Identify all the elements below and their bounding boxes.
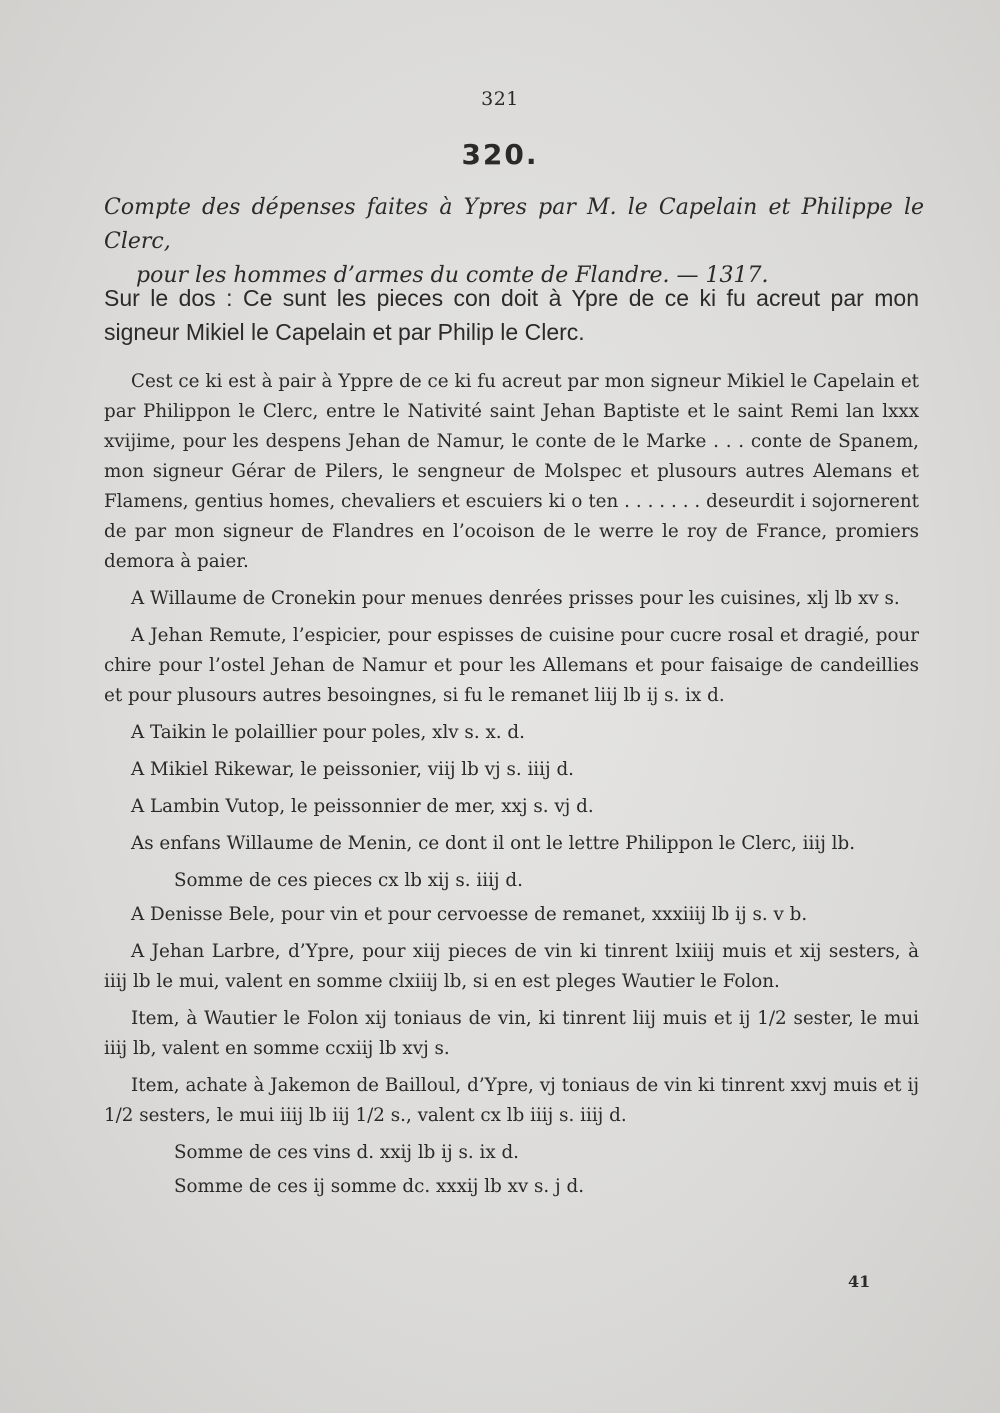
entry-paragraph: Item, achate à Jakemon de Bailloul, d’Ypre, vj toniaus de vin ki tinrent xxvj muis et ij 1/2 sesters, le mui iiij lb iij 1/2 s., valent cx lb iiij s. iiij d.: [104, 1075, 919, 1126]
entry-paragraph: Item, à Wautier le Folon xij toniaus de vin, ki tinrent liij muis et ij 1/2 sester, le mui iiij lb, valent en somme ccxiij lb xvj s.: [104, 1008, 919, 1059]
document-title: [104, 191, 924, 293]
entry-paragraph: A Jehan Larbre, d’Ypre, pour xiij pieces de vin ki tinrent lxiiij muis et xij sesters, à iiij lb le mui, valent en somme clxiiij lb, si en est pleges Wautier le Folon.: [104, 941, 919, 992]
entry-paragraph: A Willaume de Cronekin pour menues denrées prisses pour les cuisines, xlj lb xv s.: [131, 588, 900, 609]
entry-paragraph: A Taikin le polaillier pour poles, xlv s. x. d.: [131, 722, 525, 743]
document-body: [104, 367, 919, 1206]
entry-paragraph: A Lambin Vutop, le peissonnier de mer, xxj s. vj d.: [131, 796, 594, 817]
entry-paragraph: A Denisse Bele, pour vin et pour cervoesse de remanet, xxxiiij lb ij s. v b.: [131, 904, 808, 925]
sum-line: Somme de ces ij somme dc. xxxij lb xv s. j d.: [174, 1176, 585, 1197]
document-number: 320.: [461, 138, 539, 171]
entry-paragraph: A Mikiel Rikewar, le peissonier, viij lb vj s. iiij d.: [131, 759, 574, 780]
sum-line: Somme de ces vins d. xxij lb ij s. ix d.: [174, 1142, 519, 1163]
folio-number: 41: [848, 1272, 871, 1291]
page-number: 321: [481, 88, 519, 110]
verso-note: Sur le dos : Ce sunt les pieces con doit à Ypre de ce ki fu acreut par mon signeur Mikiel le Capelain et par Philip le Clerc.: [104, 285, 919, 345]
entry-paragraph: As enfans Willaume de Menin, ce dont il ont le lettre Philippon le Clerc, iiij lb.: [131, 833, 856, 854]
sum-line: Somme de ces pieces cx lb xij s. iiij d.: [174, 870, 523, 891]
title-line-1: Compte des dépenses faites à Ypres par M. le Capelain et Philippe le Clerc,: [104, 195, 924, 254]
entry-paragraph: A Jehan Remute, l’espicier, pour espisses de cuisine pour cucre rosal et dragié, pour chire pour l’ostel Jehan de Namur et pour les Allemans et pour faisaige de candeillies et pour plusours autres besoingnes, si fu le remanet liij lb ij s. ix d.: [104, 625, 919, 706]
title-line-2: pour les hommes d’armes du comte de Flandre. — 1317.: [136, 263, 769, 288]
paragraph-intro: Cest ce ki est à pair à Yppre de ce ki fu acreut par mon signeur Mikiel le Capelain et par Philippon le Clerc, entre le Nativité saint Jehan Baptiste et le saint Remi lan lxxx xvijime, pour les despens Jehan de Namur, le conte de le Marke . . . conte de Spanem, mon signeur Gérar de Pilers, le sengneur de Molspec et plusours autres Alemans et Flamens, gentius homes, chevaliers et escuiers ki o ten . . . . . . . deseurdit i sojornerent de par mon signeur de Flandres en l’ocoison de le werre le roy de France, promiers demora à paier.: [104, 371, 919, 572]
